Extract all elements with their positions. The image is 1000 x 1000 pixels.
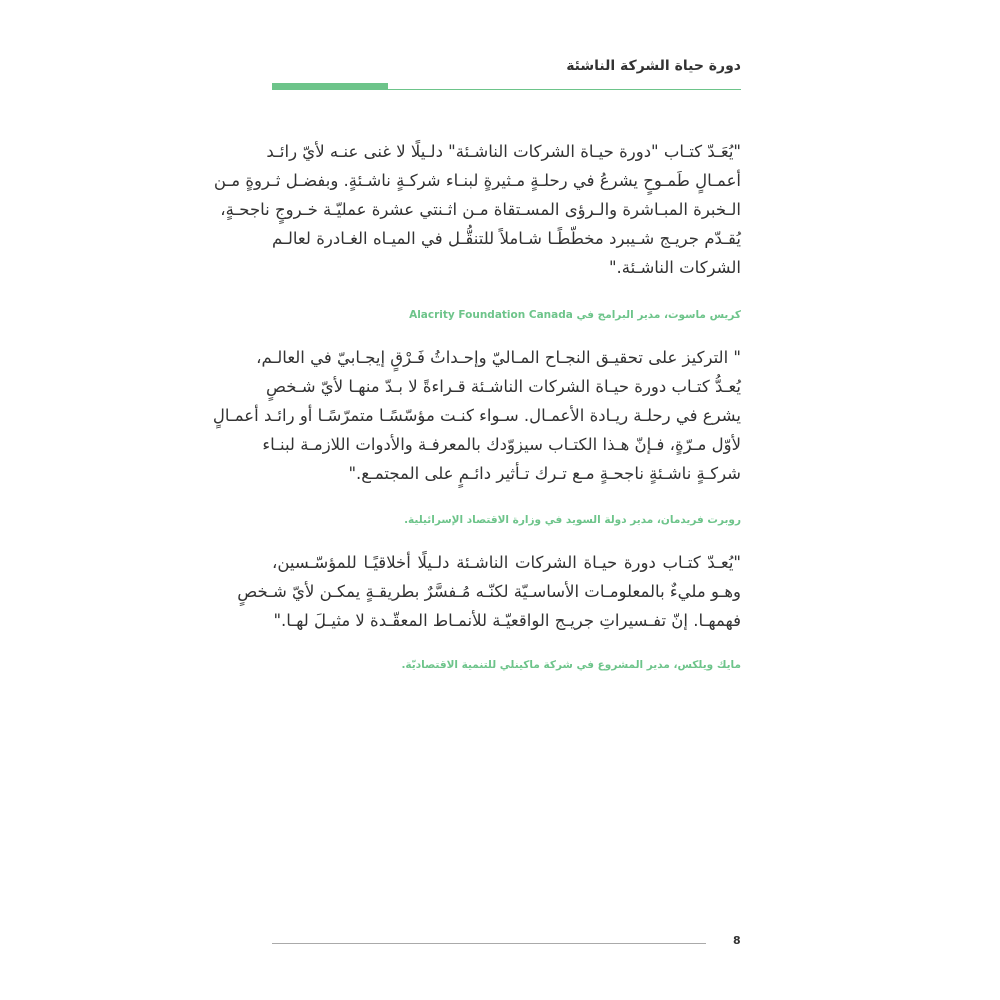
footer-divider — [272, 943, 706, 944]
quote-line: لأوّل مـرّةٍ، فـإنّ هـذا الكتـاب سيزوّدك بالمعرفـة والأدوات اللازمـة لبنـاء — [262, 435, 741, 454]
quote-line: الشركات الناشـئة." — [608, 258, 741, 277]
quote-line: " التركيز على تحقيـق النجـاح المـاليّ وإحـداثُ فَـرْقٍ إيجـابيّ في العالـم، — [256, 348, 741, 367]
testimonial-attribution-3: مايك ويلكس، مدير المشروع في شركة ماكينلي للتنمية الاقتصاديّة. — [401, 659, 741, 671]
testimonial-quote-3 — [237, 548, 741, 635]
quote-line: يُقـدّم جريـج شـيبرد مخطّطًـا شـاملاً للتنقُّـل في الميـاه الغـادرة لعالـم — [272, 229, 741, 248]
quote-line: الـخبرة المبـاشرة والـرؤى المسـتقاة مـن اثـنتي عشرة عمليّـة خـروجٍ ناجحـةٍ، — [220, 200, 741, 219]
testimonial-attribution-2: روبرت فريدمان، مدير دولة السويد في وزارة الاقتصاد الإسرائيلية. — [404, 514, 741, 526]
page-number: 8 — [733, 934, 741, 947]
running-header-title: دورة حياة الشركة الناشئة — [566, 58, 741, 74]
quote-line: وهـو مليءٌ بالمعلومـات الأساسـيّة لكنّـه مُـفسَّرٌ بطريقـةٍ يمكـن لأيّ شـخصٍ — [237, 582, 741, 601]
header-accent-bar — [272, 83, 388, 90]
quote-line: يُعـدُّ كتـاب دورة حيـاة الشركات الناشـئة قـراءةً لا بـدّ منهـا لأيّ شـخصٍ — [266, 377, 741, 396]
quote-line: شركـةٍ ناشـئةٍ ناجحـةٍ مـع تـرك تـأثير دائـمٍ على المجتمـع." — [348, 464, 741, 483]
quote-line: فهمهـا. إنّ تفـسيراتِ جريـج الواقعيّـة للأنمـاط المعقّـدة لا مثيـلَ لهـا." — [273, 611, 741, 630]
testimonial-attribution-1: كريس ماسوت، مدير البرامج في Alacrity Foundation Canada — [409, 309, 741, 321]
quote-line: "يُعـدّ كتـاب دورة حيـاة الشركات الناشـئة دلـيلًا أخلاقيًـا للمؤسّـسين، — [272, 553, 741, 572]
testimonial-quote-1 — [213, 137, 741, 282]
quote-line: "يُعَـدّ كتـاب "دورة حيـاة الشركات الناشـئة" دلـيلًا لا غنى عنـه لأيّ رائـد — [266, 142, 741, 161]
quote-line: أعمـالٍ طَمـوحٍ يشرعُ في رحلـةٍ مـثيرةٍ لبنـاء شركـةٍ ناشـئةٍ. وبفضـل ثـروةٍ مـن — [213, 171, 741, 190]
testimonial-quote-2 — [212, 343, 741, 488]
quote-line: يشرع في رحلـة ريـادة الأعمـال. سـواء كنـت مؤسّسًـا متمرّسًـا أو رائـد أعمـالٍ — [212, 406, 741, 425]
